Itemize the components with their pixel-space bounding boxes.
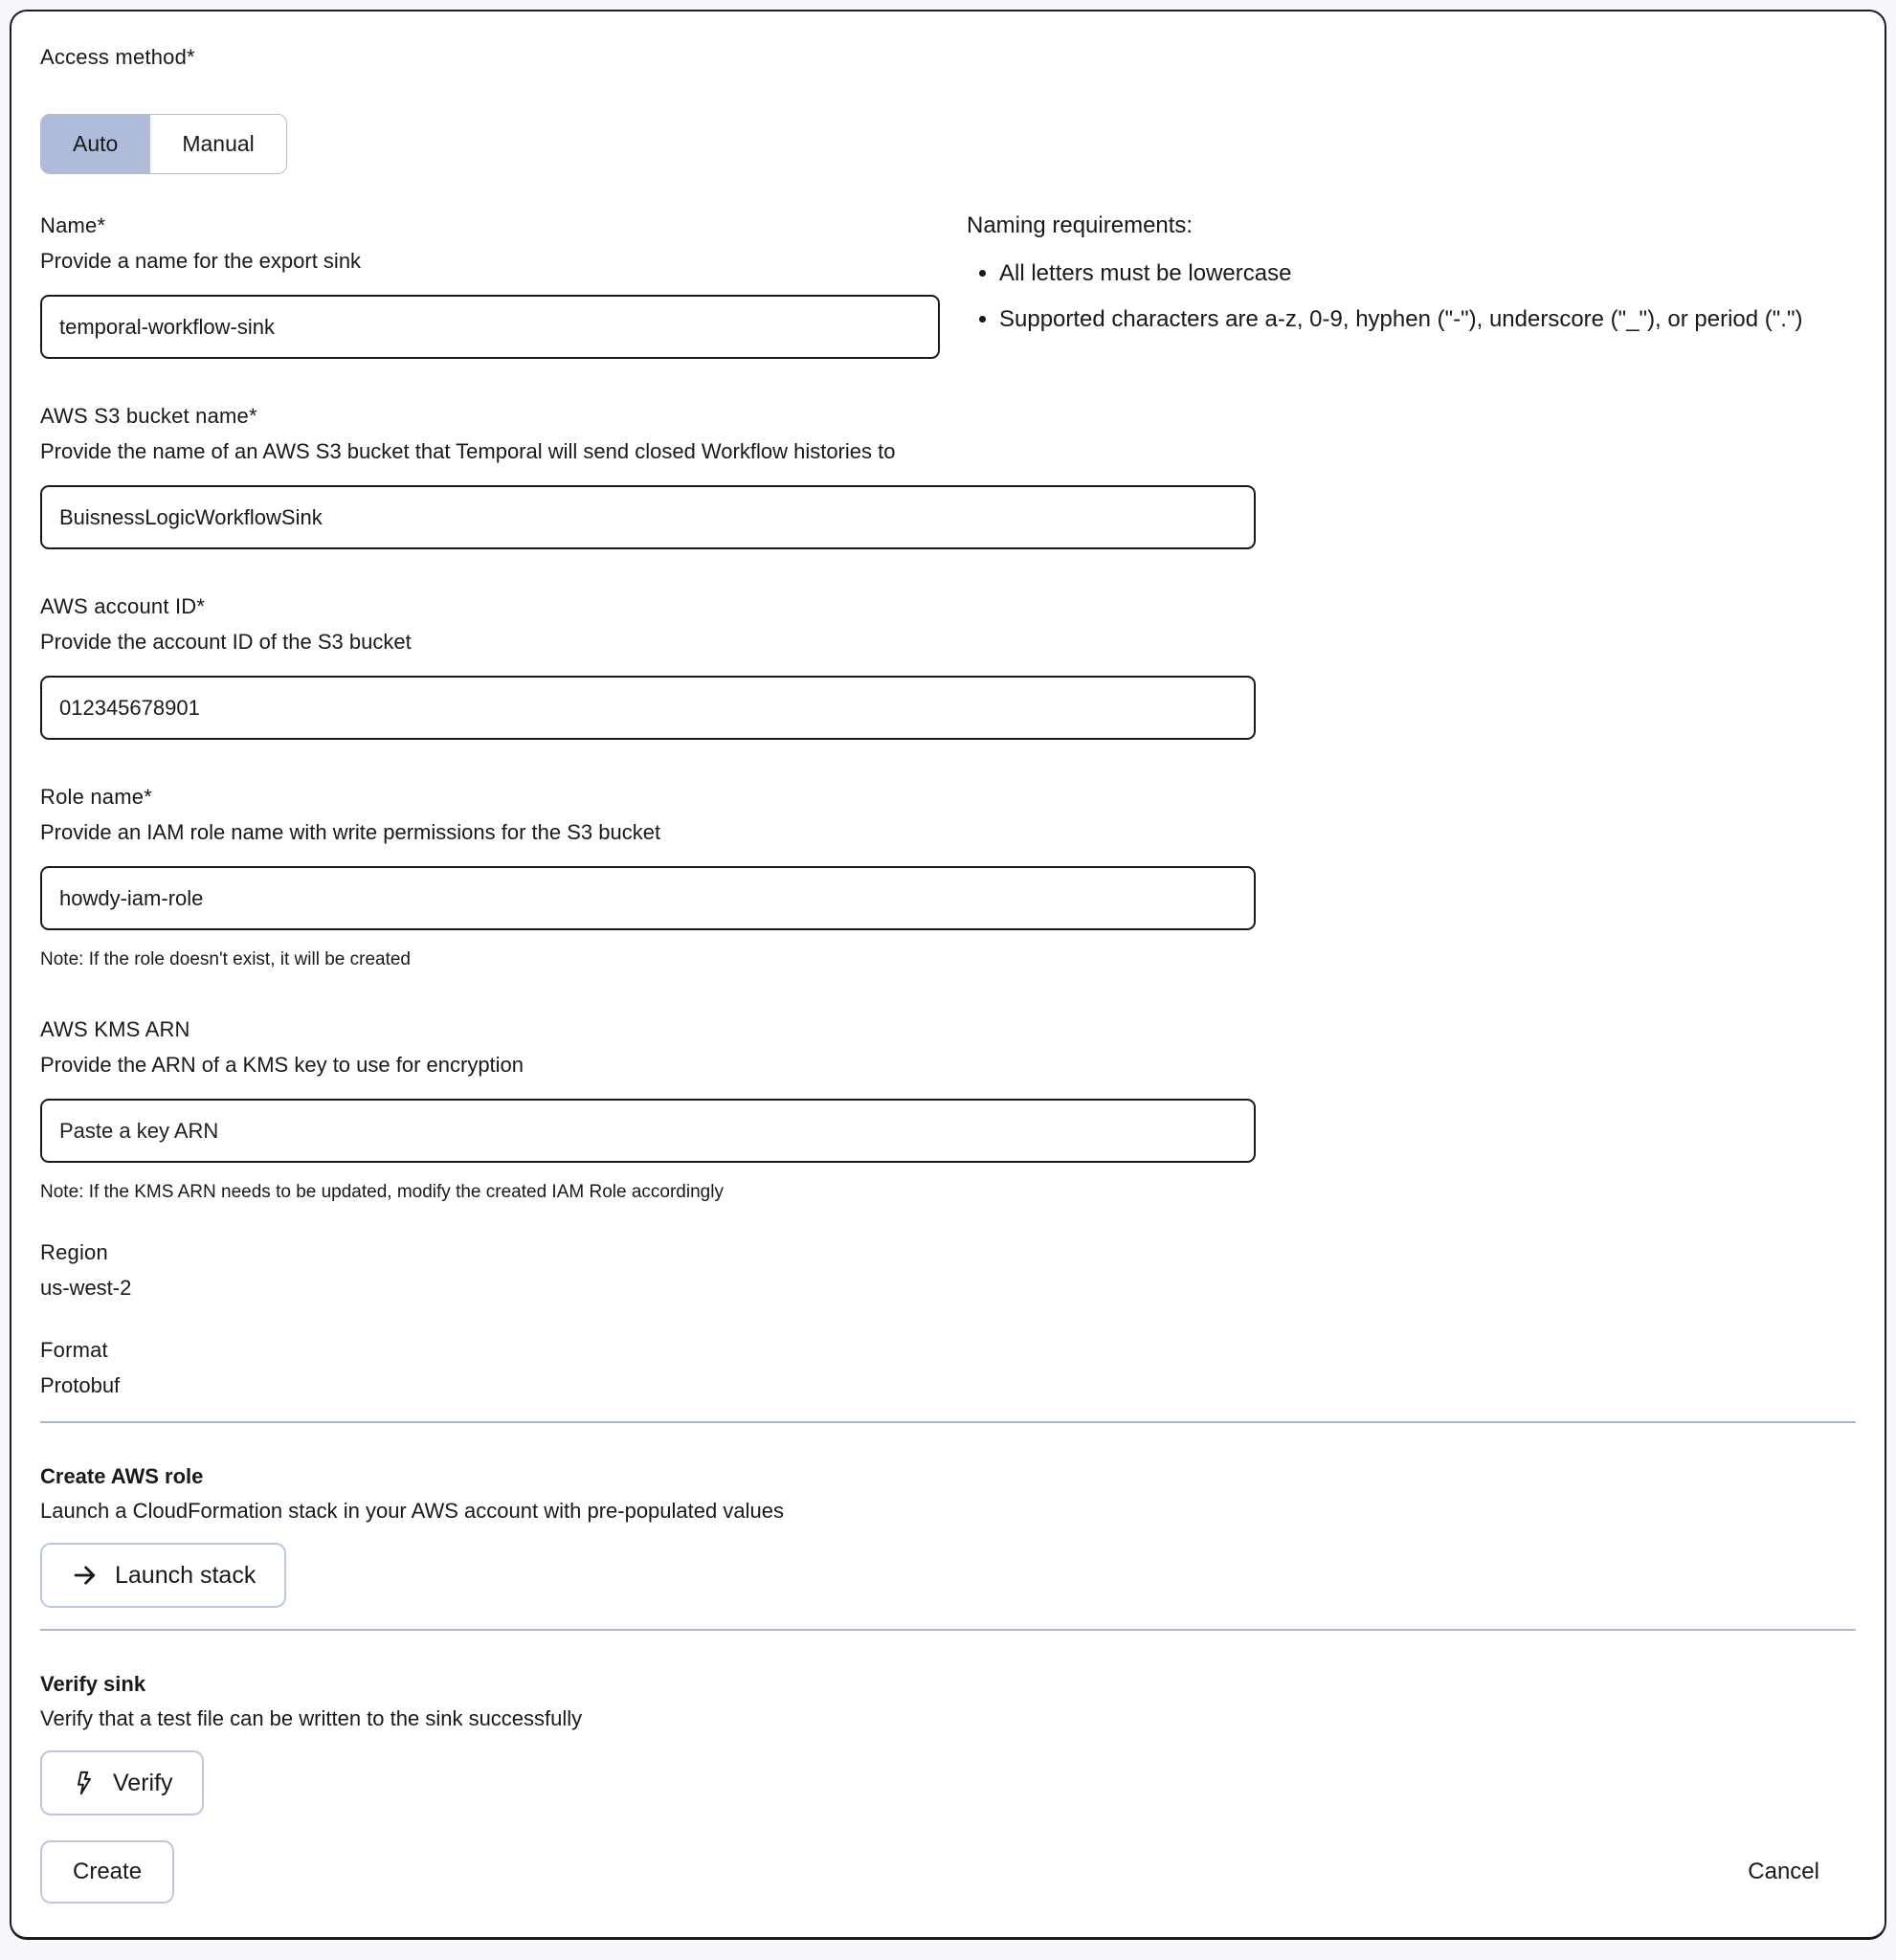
create-aws-role-description: Launch a CloudFormation stack in your AWS account with pre-populated values (40, 1499, 784, 1523)
region-field (40, 1237, 1856, 1303)
naming-requirements-title: Naming requirements: (967, 212, 1193, 238)
kms-arn-note: Note: If the KMS ARN needs to be updated, modify the created IAM Role accordingly (40, 1182, 724, 1202)
format-field (40, 1335, 1856, 1400)
s3-bucket-field-group (40, 401, 1856, 549)
role-name-note: Note: If the role doesn't exist, it will be created (40, 949, 411, 969)
access-method-manual-button[interactable]: Manual (149, 115, 285, 173)
kms-arn-field-group (40, 1014, 1856, 1205)
kms-arn-description: Provide the ARN of a KMS key to use for encryption (40, 1053, 524, 1077)
naming-requirements (967, 211, 1842, 359)
verify-button-label: Verify (113, 1769, 173, 1796)
cancel-button[interactable]: Cancel (1748, 1859, 1819, 1884)
lightning-icon (71, 1770, 98, 1796)
account-id-field-group (40, 591, 1856, 740)
access-method-auto-button[interactable]: Auto (41, 115, 149, 173)
account-id-label: AWS account ID* (40, 594, 206, 618)
access-method-toggle (40, 114, 287, 174)
create-aws-role-section (40, 1461, 1856, 1608)
verify-sink-section (40, 1669, 1856, 1815)
account-id-input[interactable] (40, 676, 1256, 740)
arrow-right-icon (71, 1561, 100, 1590)
region-label: Region (40, 1240, 108, 1264)
role-name-label: Role name* (40, 785, 152, 809)
access-method-label: Access method* (40, 45, 195, 69)
s3-bucket-label: AWS S3 bucket name* (40, 404, 257, 428)
role-name-description: Provide an IAM role name with write permissions for the S3 bucket (40, 820, 661, 844)
launch-stack-button-label: Launch stack (115, 1561, 257, 1589)
role-name-input[interactable] (40, 866, 1256, 930)
verify-sink-title: Verify sink (40, 1672, 146, 1696)
s3-bucket-input[interactable] (40, 485, 1256, 549)
region-value: us-west-2 (40, 1276, 132, 1300)
section-divider (40, 1629, 1856, 1631)
name-label: Name* (40, 213, 106, 237)
s3-bucket-description: Provide the name of an AWS S3 bucket that Temporal will send closed Workflow histories to (40, 439, 896, 463)
naming-requirement-item: • All letters must be lowercase (999, 255, 1842, 293)
account-id-description: Provide the account ID of the S3 bucket (40, 630, 412, 654)
create-aws-role-title: Create AWS role (40, 1464, 204, 1488)
name-description: Provide a name for the export sink (40, 249, 362, 273)
export-sink-form-card (10, 10, 1886, 1940)
name-field-group (40, 211, 940, 359)
format-value: Protobuf (40, 1373, 121, 1397)
section-divider (40, 1421, 1856, 1423)
kms-arn-label: AWS KMS ARN (40, 1017, 190, 1041)
verify-button[interactable] (40, 1750, 204, 1815)
verify-sink-description: Verify that a test file can be written to the sink successfully (40, 1706, 583, 1730)
name-input[interactable] (40, 295, 940, 359)
naming-requirement-item: • Supported characters are a-z, 0-9, hyphen ("-"), underscore ("_"), or period (".") (999, 301, 1842, 339)
naming-requirements-list (967, 255, 1842, 339)
form-footer (40, 1840, 1856, 1904)
create-button[interactable]: Create (40, 1840, 174, 1904)
format-label: Format (40, 1338, 108, 1362)
name-and-requirements-row (40, 211, 1856, 359)
kms-arn-input[interactable] (40, 1099, 1256, 1163)
role-name-field-group (40, 782, 1856, 972)
launch-stack-button[interactable] (40, 1543, 286, 1608)
